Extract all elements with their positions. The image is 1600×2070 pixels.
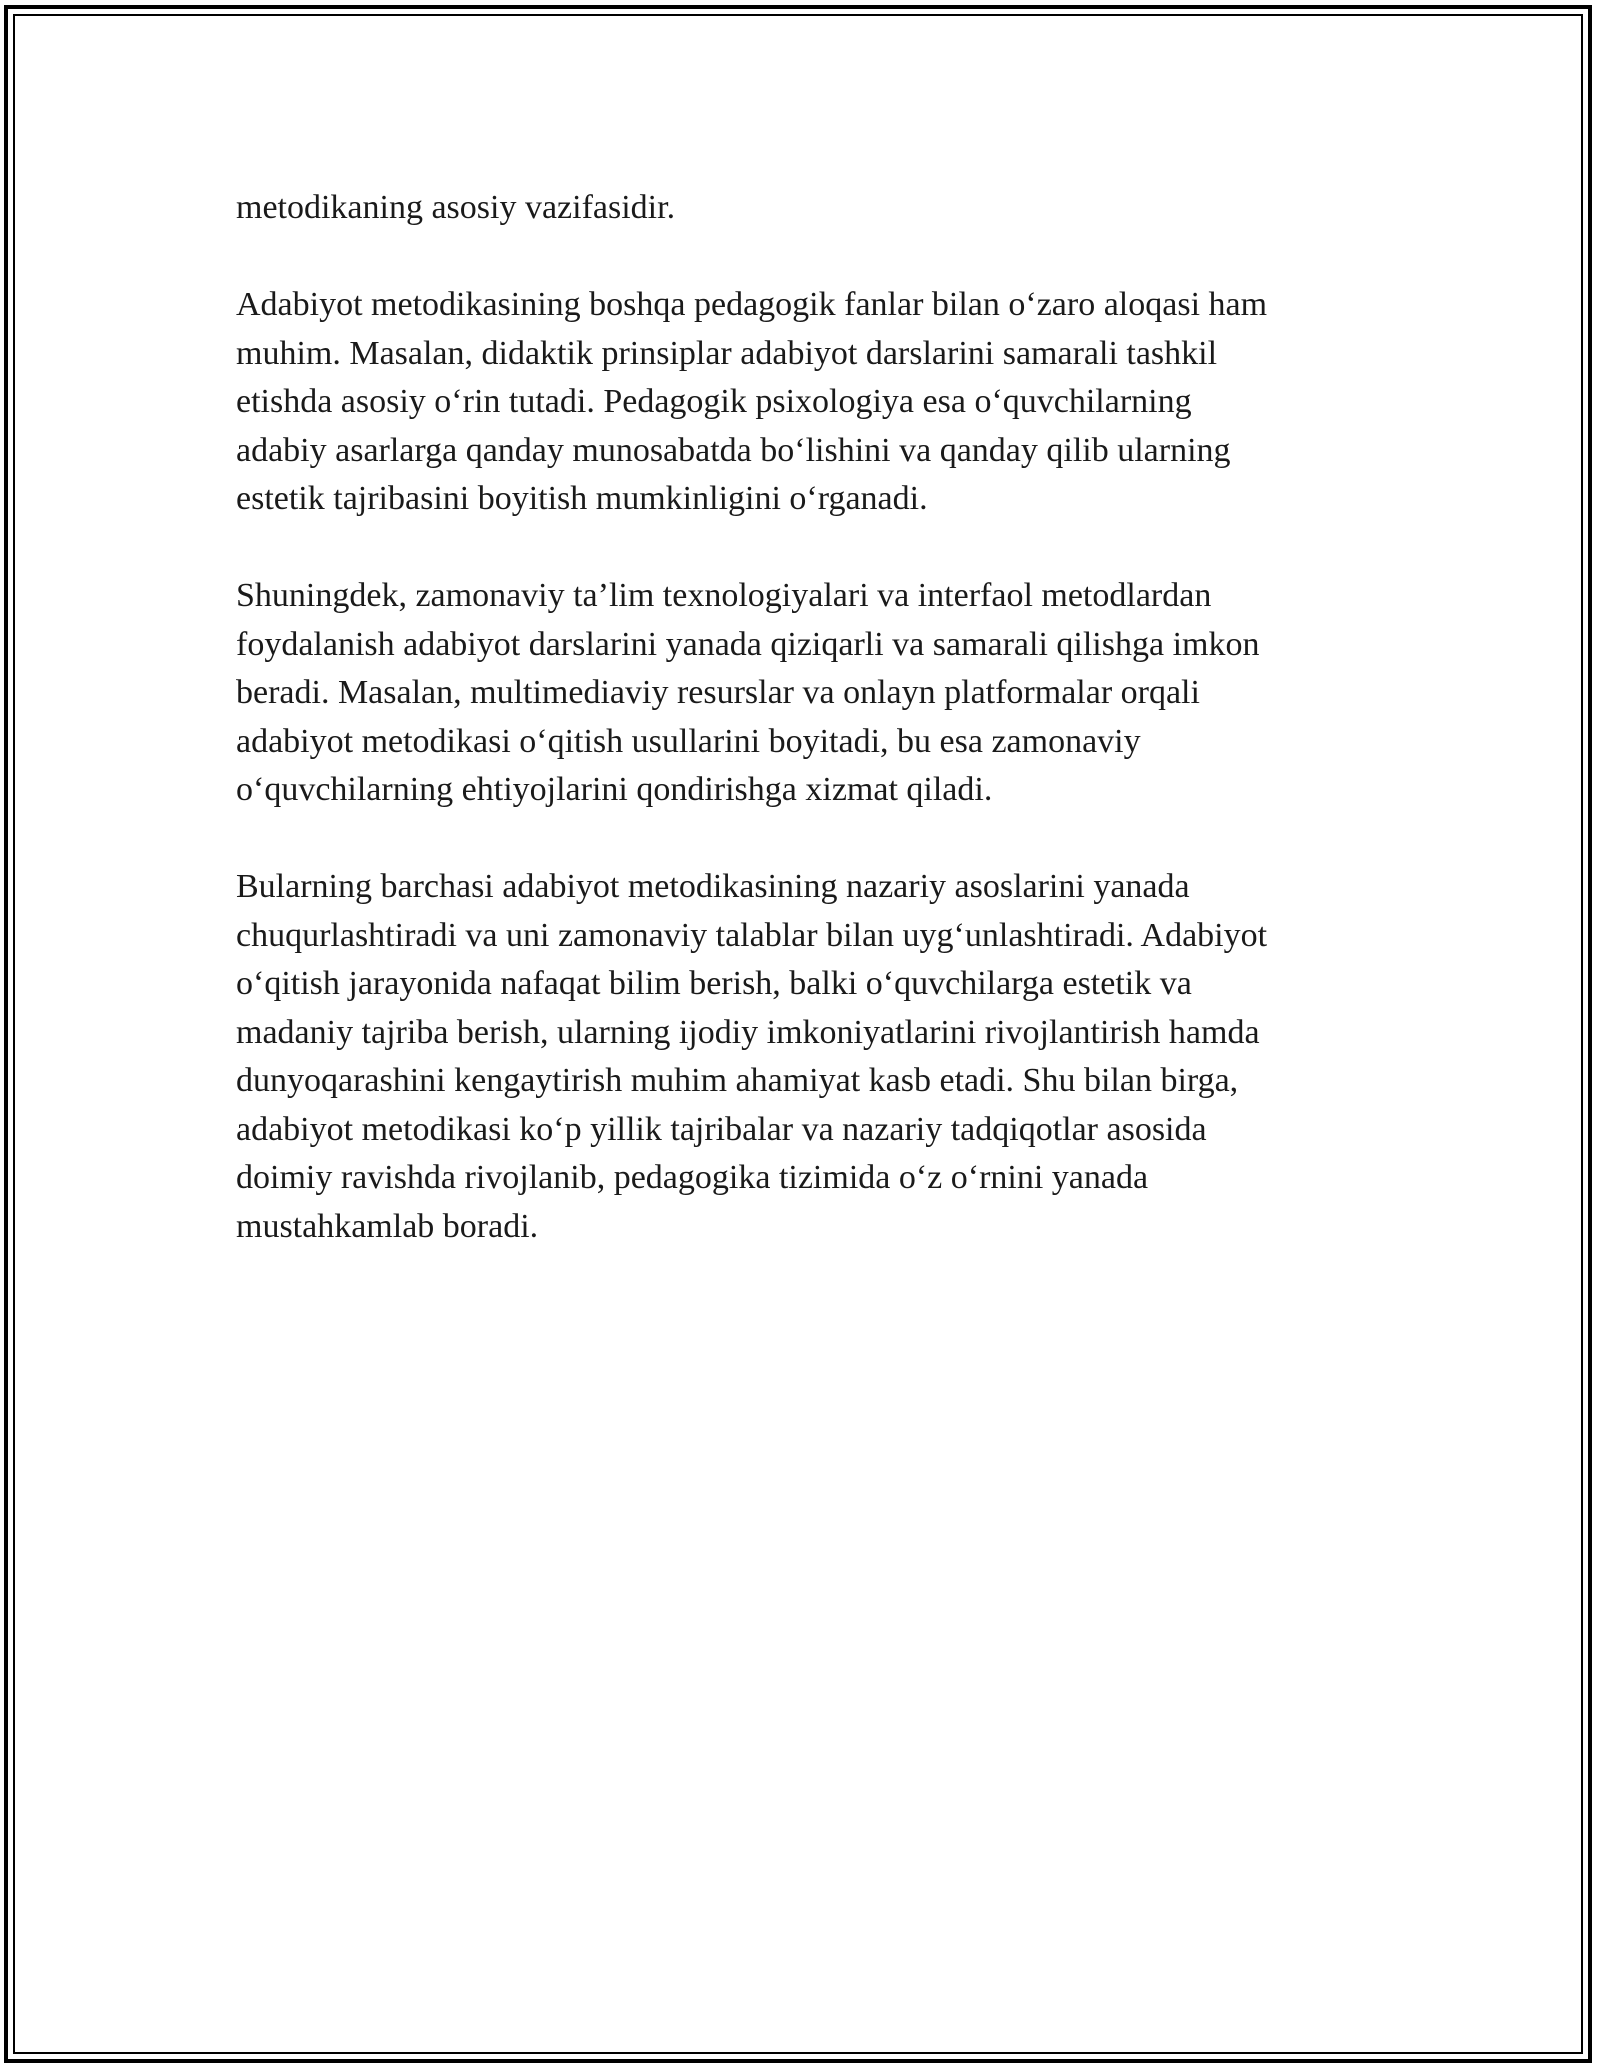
text-line: metodikaning asosiy vazifasidir. <box>236 189 676 226</box>
paragraph <box>236 184 1376 233</box>
text-line: doimiy ravishda rivojlanib, pedagogika tizimida o‘z o‘rnini yanada <box>236 1159 1149 1196</box>
text-line: foydalanish adabiyot darslarini yanada qiziqarli va samarali qilishga imkon <box>236 625 1260 663</box>
text-line: madaniy tajriba berish, ularning ijodiy imkoniyatlarini rivojlantirish hamda <box>236 1013 1260 1051</box>
text-line: o‘qitish jarayonida nafaqat bilim berish, balki o‘quvchilarga estetik va <box>236 965 1192 1002</box>
paragraph <box>236 863 1376 1251</box>
text-line: estetik tajribasini boyitish mumkinligini o‘rganadi. <box>236 480 928 517</box>
text-line: mustahkamlab boradi. <box>236 1207 539 1245</box>
text-line: etishda asosiy o‘rin tutadi. Pedagogik psixologiya esa o‘quvchilarning <box>236 383 1192 420</box>
text-line: o‘quvchilarning ehtiyojlarini qondirishga xizmat qiladi. <box>236 771 993 808</box>
text-line: Shuningdek, zamonaviy ta’lim texnologiyalari va interfaol metodlardan <box>236 577 1212 614</box>
text-line: adabiyot metodikasi ko‘p yillik tajribalar va nazariy tadqiqotlar asosida <box>236 1110 1207 1148</box>
text-line: Bularning barchasi adabiyot metodikasining nazariy asoslarini yanada <box>236 868 1190 905</box>
text-line: muhim. Masalan, didaktik prinsiplar adabiyot darslarini samarali tashkil <box>236 334 1218 372</box>
paragraph <box>236 281 1376 524</box>
text-line: dunyoqarashini kengaytirish muhim ahamiyat kasb etadi. Shu bilan birga, <box>236 1062 1239 1099</box>
text-line: adabiy asarlarga qanday munosabatda bo‘lishini va qanday qilib ularning <box>236 431 1231 469</box>
text-line: Adabiyot metodikasining boshqa pedagogik fanlar bilan o‘zaro aloqasi ham <box>236 286 1268 323</box>
document-body <box>236 184 1376 1300</box>
paragraph <box>236 572 1376 815</box>
text-line: chuqurlashtiradi va uni zamonaviy talablar bilan uyg‘unlashtiradi. Adabiyot <box>236 916 1268 954</box>
text-line: adabiyot metodikasi o‘qitish usullarini boyitadi, bu esa zamonaviy <box>236 722 1141 760</box>
text-line: beradi. Masalan, multimediaviy resurslar va onlayn platformalar orqali <box>236 674 1200 711</box>
